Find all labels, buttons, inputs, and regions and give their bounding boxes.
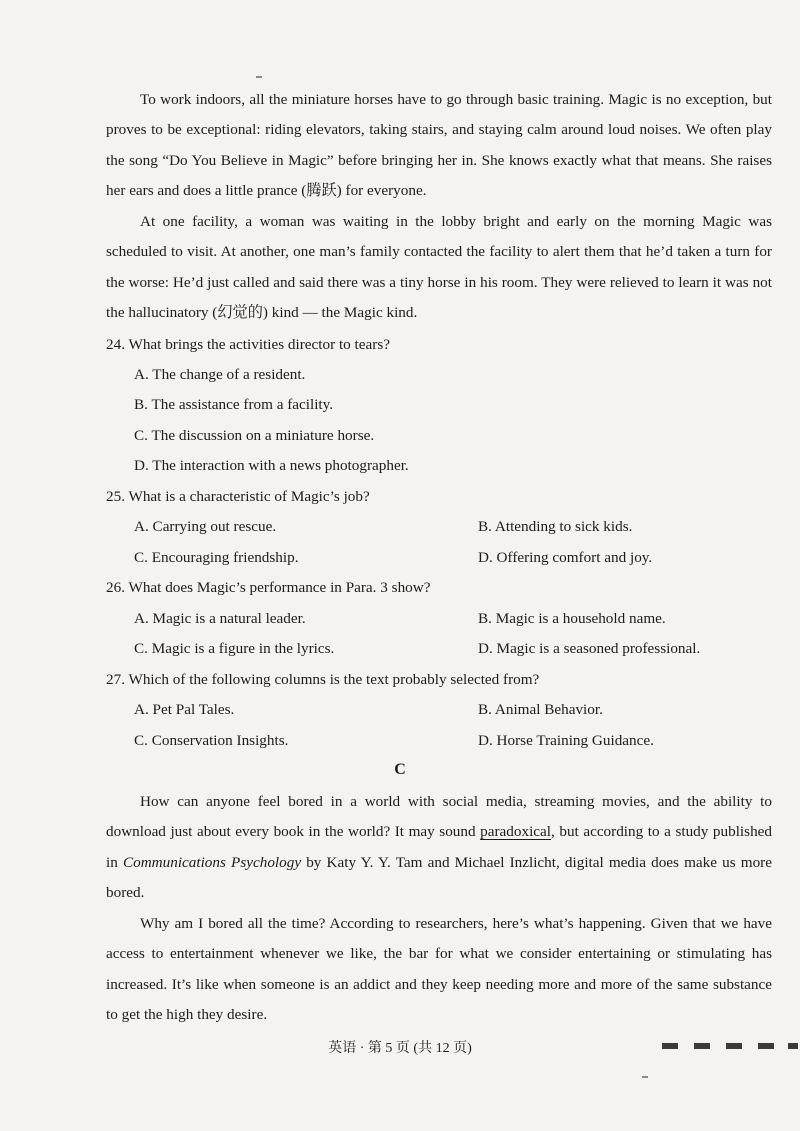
scan-speck <box>256 76 262 78</box>
passage-c-text-3: by Katy Y. Y. Tam and Michael Inzlicht, digital media does make us more bored. <box>106 853 772 902</box>
journal-title: Communications Psychology <box>122 853 302 871</box>
passage-c-paragraph-2: Why am I bored all the time? According to researchers, here’s what’s happening. Given that we have access to entertainment whenever we like, the bar for what we consider entertaining or stimulating has increased. It’s like when someone is an addict and they keep needing more and more of the same substance to get the high they desire. <box>106 915 772 1024</box>
question-24-option-d: D. The interaction with a news photographer. <box>134 457 409 474</box>
question-24-option-a: A. The change of a resident. <box>134 366 306 383</box>
underlined-word: paradoxical <box>480 823 551 841</box>
section-c-heading: C <box>394 761 406 778</box>
print-mark <box>662 1043 678 1049</box>
question-26-stem: 26. What does Magic’s performance in Para. 3 show? <box>106 579 431 596</box>
passage-b-paragraph-4: At one facility, a woman was waiting in the lobby bright and early on the morning Magic was scheduled to visit. At another, one man’s family contacted the facility to alert them that he’d taken a turn for the worse: He’d just called and said there was a tiny horse in his room. They were relieved to learn it was not the hallucinatory (幻觉的) kind — the Magic kind. <box>106 213 772 322</box>
question-27-option-b: B. Animal Behavior. <box>478 701 603 718</box>
question-24-option-b: B. The assistance from a facility. <box>134 396 334 413</box>
scan-speck <box>642 1076 648 1078</box>
question-25-option-b: B. Attending to sick kids. <box>478 518 633 535</box>
question-26-option-c: C. Magic is a figure in the lyrics. <box>134 640 335 657</box>
question-25-option-a: A. Carrying out rescue. <box>134 518 277 535</box>
question-26-option-d: D. Magic is a seasoned professional. <box>478 640 701 657</box>
question-26-option-a: A. Magic is a natural leader. <box>134 610 306 627</box>
question-25-option-d: D. Offering comfort and joy. <box>478 549 653 566</box>
question-24-option-c: C. The discussion on a miniature horse. <box>134 427 375 444</box>
question-27-stem: 27. Which of the following columns is the text probably selected from? <box>106 671 540 688</box>
passage-b-paragraph-3: To work indoors, all the miniature horses have to go through basic training. Magic is no exception, but proves to be exceptional: riding elevators, taking stairs, and staying calm around loud noises. We often play the song “Do You Believe in Magic” before bringing her in. She knows exactly what that means. She raises her ears and does a little prance (腾跃) for everyone. <box>106 91 772 200</box>
print-mark <box>726 1043 742 1049</box>
question-26-option-b: B. Magic is a household name. <box>478 610 666 627</box>
passage-c-paragraph-1 <box>106 787 772 909</box>
passage-c-text-2: , but according to a study published in <box>106 823 772 871</box>
question-27-option-d: D. Horse Training Guidance. <box>478 732 654 749</box>
print-mark <box>788 1043 798 1049</box>
question-25-stem: 25. What is a characteristic of Magic’s job? <box>106 488 370 505</box>
question-27-option-c: C. Conservation Insights. <box>134 732 289 749</box>
print-mark <box>694 1043 710 1049</box>
passage-c-text-1: How can anyone feel bored in a world with social media, streaming movies, and the ability to download just about every book in the world? It may sound <box>106 793 772 841</box>
question-24-stem: 24. What brings the activities director to tears? <box>106 336 390 353</box>
page-footer: 英语 · 第 5 页 (共 12 页) <box>328 1041 472 1056</box>
print-mark <box>758 1043 774 1049</box>
question-27-option-a: A. Pet Pal Tales. <box>134 701 235 718</box>
question-25-option-c: C. Encouraging friendship. <box>134 549 299 566</box>
